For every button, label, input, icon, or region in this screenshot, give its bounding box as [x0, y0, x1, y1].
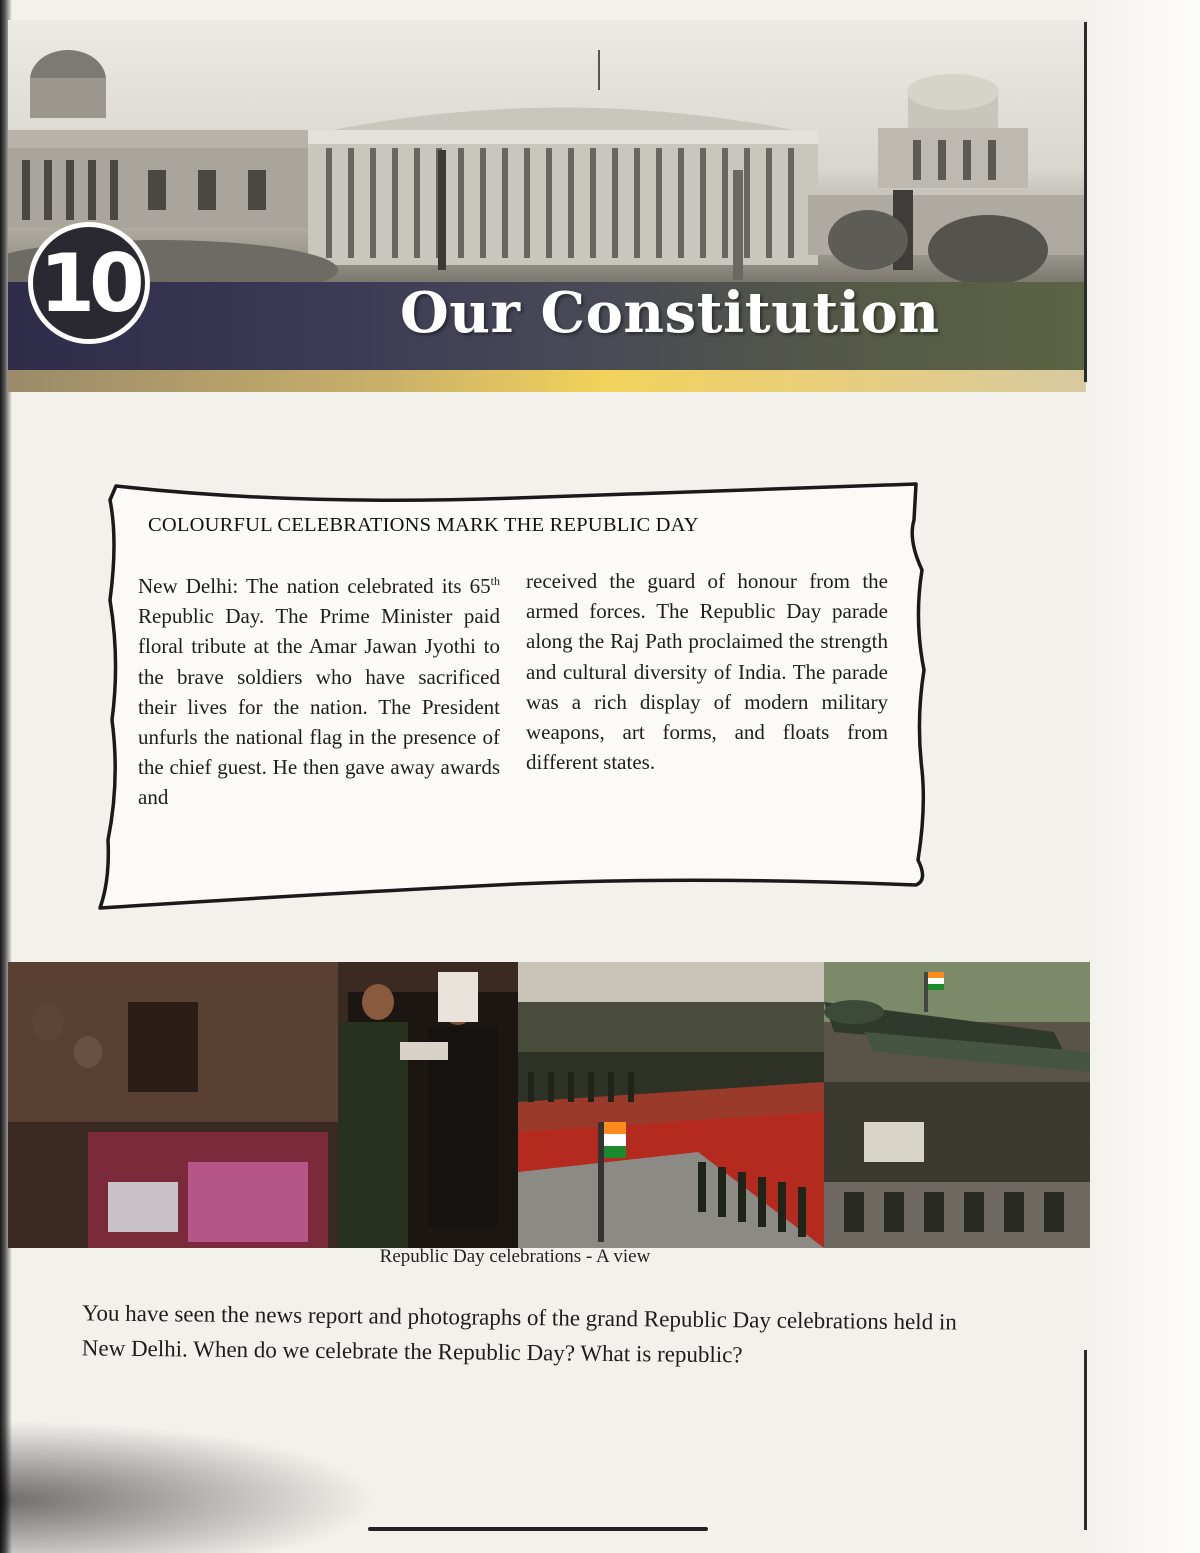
chapter-number-badge: 10: [28, 222, 150, 344]
news-report-box: [96, 480, 934, 912]
chapter-title: Our Constitution: [400, 280, 940, 346]
photo-missile-float: [824, 962, 1090, 1248]
ordinal-suffix: th: [490, 574, 500, 588]
page-edge-line: [1084, 22, 1087, 382]
intro-paragraph: You have seen the news report and photographs of the grand Republic Day celebrations held in New Delhi. When do we celebrate the Republic Day? What is republic?: [81, 1300, 957, 1368]
photo-rajpath-parade: [518, 962, 824, 1248]
photo-caption: Republic Day celebrations - A view: [379, 1246, 651, 1267]
news-column-left: [138, 566, 500, 813]
page-edge-line: [1084, 1350, 1087, 1530]
page-edge: [1080, 0, 1200, 1553]
gold-band: [8, 370, 1086, 392]
news-headline: COLOURFUL CELEBRATIONS MARK THE REPUBLIC DAY: [148, 514, 699, 536]
news-text: Republic Day. The Prime Minister paid floral tribute at the Amar Jawan Jyothi to the brave soldiers who have sacrificed their lives for the nation. The President unfurls the national flag in the presence of the chief guest. He then gave away awards and: [138, 604, 500, 810]
page-bottom-rule: [368, 1527, 708, 1531]
photo-strip: [8, 962, 1090, 1248]
news-column-right: received the guard of honour from the armed forces. The Republic Day parade along the Raj Path proclaimed the strength and cultural diversity of India. The parade was a rich display of modern military weapons, art forms, and floats from different states.: [526, 569, 888, 775]
news-text: New Delhi: The nation celebrated its 65: [138, 574, 491, 598]
photo-award-ceremony: [8, 962, 518, 1248]
page-corner-shadow: [0, 1420, 380, 1553]
